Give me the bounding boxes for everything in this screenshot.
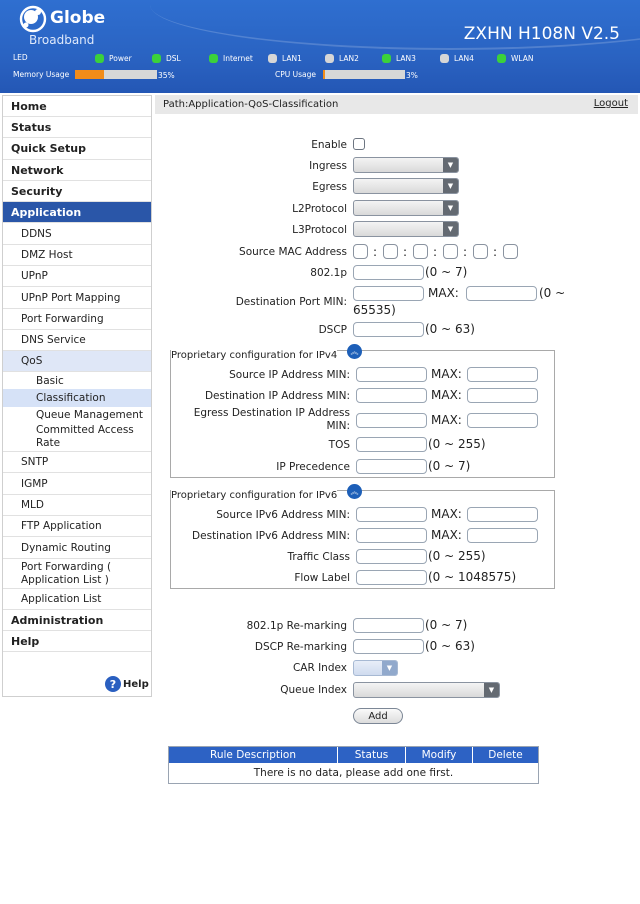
egress-dst-ip-min-input[interactable] [356,413,427,428]
dest-port-range-start: (0 ~ [539,286,566,300]
egress-dst-ip-label: Egress Destination IP Address [193,407,350,419]
led-internet [209,52,253,64]
mac-separator: : [433,245,438,259]
dot1p-remark-range: (0 ~ 7) [425,618,468,632]
brand-name: Globe [50,8,106,28]
cpu-usage-fill [323,70,325,79]
flow-label-range: (0 ~ 1048575) [428,570,517,584]
led-power [95,52,132,64]
cpu-usage-bar [323,70,405,79]
egress-label: Egress [312,181,347,193]
queue-index-select[interactable] [353,682,500,698]
dest-port-min-input[interactable] [353,286,424,301]
dst-ip-max-input[interactable] [467,388,538,403]
ipv4-legend: Proprietary configuration for IPv4 [171,350,338,361]
led-label: LED [13,53,28,62]
led-lan4-indicator [440,54,449,63]
dest-port-max-input[interactable] [466,286,537,301]
led-internet-label: Internet [223,53,253,63]
led-wlan [497,52,534,64]
led-lan2-label: LAN2 [339,53,359,63]
dest-port-max-label: MAX: [428,286,459,300]
car-index-label: CAR Index [292,662,347,674]
sidebar-item-application[interactable]: Application [3,202,151,223]
dot1p-label: 802.1p [310,267,347,279]
column-status: Status [338,747,406,763]
dst-ip-max-label: MAX: [431,388,462,402]
led-lan4-label: LAN4 [454,53,474,63]
led-lan1-label: LAN1 [282,53,302,63]
dst-ip-min-input[interactable] [356,388,427,403]
src-ipv6-max-input[interactable] [467,507,538,522]
sidebar-item-home[interactable]: Home [3,96,151,117]
sidebar-item-port-forwarding[interactable]: Port Forwarding [3,309,151,330]
led-power-label: Power [109,53,132,63]
flow-label-input[interactable] [356,570,427,585]
led-lan1 [268,52,302,64]
help-link-label[interactable]: Help [123,678,149,690]
flow-label-label: Flow Label [294,572,350,584]
sidebar-item-help[interactable]: Help [3,631,151,652]
collapse-up-icon[interactable]: ︽ [347,344,362,359]
source-mac-octet-1[interactable] [353,244,368,259]
memory-usage-percent: 35% [158,71,175,80]
device-model: ZXHN H108N V2.5 [463,24,620,44]
sidebar-menu [2,95,152,697]
add-button[interactable]: Add [353,708,403,724]
led-lan2 [325,52,359,64]
led-wlan-indicator [497,54,506,63]
led-dsl [152,52,181,64]
header-banner [0,0,640,93]
l3protocol-select[interactable] [353,221,459,237]
sidebar-item-dmz-host[interactable]: DMZ Host [3,245,151,266]
led-lan3 [382,52,416,64]
sidebar-item-dynamic-routing[interactable]: Dynamic Routing [3,537,151,559]
tos-label: TOS [328,439,350,451]
column-rule-description: Rule Description [169,747,338,763]
chevron-down-icon: ▼ [484,683,499,697]
brand-subtitle: Broadband [29,33,95,47]
ipv6-legend: Proprietary configuration for IPv6 [171,490,338,501]
led-lan2-indicator [325,54,334,63]
ip-precedence-input[interactable] [356,459,427,474]
src-ipv6-min-label: Source IPv6 Address MIN: [216,509,350,521]
chevron-down-icon: ▼ [382,661,397,675]
sidebar-item-network[interactable]: Network [3,160,151,181]
dst-ipv6-max-input[interactable] [467,528,538,543]
dot1p-range: (0 ~ 7) [425,265,468,279]
traffic-class-range: (0 ~ 255) [428,549,486,563]
led-lan3-label: LAN3 [396,53,416,63]
sidebar-item-queue-management[interactable]: Queue Management [36,409,143,421]
led-wlan-label: WLAN [511,53,534,63]
dot1p-input[interactable] [353,265,424,280]
sidebar-item-qos-basic[interactable]: Basic [36,374,64,387]
tos-range: (0 ~ 255) [428,437,486,451]
led-status-row [0,50,640,66]
sidebar-item-ftp-application[interactable]: FTP Application [3,516,151,537]
help-icon[interactable]: ? [105,676,121,692]
column-delete: Delete [488,749,523,761]
dest-port-min-label: Destination Port MIN: [235,296,347,308]
memory-usage-bar [75,70,157,79]
led-dsl-indicator [152,54,161,63]
src-ipv6-max-label: MAX: [431,507,462,521]
dscp-range: (0 ~ 63) [425,322,475,336]
dst-ipv6-min-label: Destination IPv6 Address MIN: [192,530,350,542]
led-internet-indicator [209,54,218,63]
dst-ipv6-min-input[interactable] [356,528,427,543]
sidebar-item-qos-classification[interactable]: Classification [3,389,151,407]
dscp-input[interactable] [353,322,424,337]
ip-precedence-label: IP Precedence [276,461,350,473]
src-ip-min-label: Source IP Address MIN: [229,369,350,381]
dscp-remark-label: DSCP Re-marking [254,641,347,653]
enable-label: Enable [311,139,347,151]
cpu-usage-percent: 3% [406,71,418,80]
egress-dst-ip-max-label: MAX: [431,413,462,427]
enable-checkbox[interactable] [353,138,365,150]
source-mac-octet-6[interactable] [503,244,518,259]
column-modify: Modify [406,747,473,763]
src-ipv6-min-input[interactable] [356,507,427,522]
led-lan4 [440,52,474,64]
ingress-select[interactable] [353,157,459,173]
traffic-class-label: Traffic Class [287,551,350,563]
led-lan3-indicator [382,54,391,63]
src-ip-max-input[interactable] [467,367,538,382]
sidebar-item-mld[interactable]: MLD [3,495,151,516]
ingress-label: Ingress [309,160,347,172]
sidebar-item-quick-setup[interactable]: Quick Setup [3,138,151,160]
led-dsl-label: DSL [166,53,181,63]
chevron-down-icon: ▼ [443,201,458,215]
sidebar-item-administration[interactable]: Administration [3,610,151,631]
src-ip-max-label: MAX: [431,367,462,381]
sidebar-item-igmp[interactable]: IGMP [3,473,151,495]
dscp-label: DSCP [318,324,347,336]
collapse-up-icon[interactable]: ︽ [347,484,362,499]
source-mac-octet-3[interactable] [413,244,428,259]
sidebar-item-upnp[interactable]: UPnP [3,266,151,287]
traffic-class-input[interactable] [356,549,427,564]
queue-index-label: Queue Index [280,684,347,696]
chevron-down-icon: ▼ [443,179,458,193]
help-link[interactable] [105,676,149,692]
dst-ipv6-max-label: MAX: [431,528,462,542]
sidebar-item-qos[interactable]: QoS [3,351,151,372]
sidebar-item-status[interactable]: Status [3,117,151,138]
sidebar-item-port-forwarding-app-list[interactable]: Port Forwarding ( Application List ) [3,559,151,589]
mac-separator: : [493,245,498,259]
dest-port-range-end: 65535) [353,303,396,317]
l2protocol-select[interactable] [353,200,459,216]
l3protocol-label: L3Protocol [292,224,347,236]
dscp-remark-input[interactable] [353,639,424,654]
memory-usage-fill [75,70,104,79]
rules-table-empty-row: There is no data, please add one first. [253,767,454,779]
sidebar-item-committed-access-rate[interactable]: Committed Access Rate [3,423,151,452]
ip-precedence-range: (0 ~ 7) [428,459,471,473]
chevron-down-icon: ▼ [443,158,458,172]
breadcrumb-path: Path:Application-QoS-Classification [163,99,339,110]
breadcrumb [155,95,638,114]
l2protocol-label: L2Protocol [292,203,347,215]
led-lan1-indicator [268,54,277,63]
cpu-usage-label: CPU Usage [275,70,317,79]
sidebar-item-application-list[interactable]: Application List [3,589,151,610]
sidebar-item-sntp[interactable]: SNTP [3,452,151,473]
egress-select[interactable] [353,178,459,194]
egress-dst-ip-max-input[interactable] [467,413,538,428]
sidebar-item-ddns[interactable]: DDNS [3,223,151,245]
src-ip-min-input[interactable] [356,367,427,382]
source-mac-octet-5[interactable] [473,244,488,259]
sidebar-item-upnp-port-mapping[interactable]: UPnP Port Mapping [3,287,151,309]
sidebar-item-security[interactable]: Security [3,181,151,202]
rules-table-header [169,747,538,763]
memory-usage-label: Memory Usage [13,70,70,79]
tos-input[interactable] [356,437,427,452]
mac-separator: : [403,245,408,259]
mac-separator: : [463,245,468,259]
source-mac-octet-4[interactable] [443,244,458,259]
egress-dst-ip-label-min: MIN: [326,420,350,432]
logout-link[interactable]: Logout [593,98,628,109]
sidebar-item-dns-service[interactable]: DNS Service [3,330,151,351]
chevron-down-icon: ▼ [443,222,458,236]
dst-ip-min-label: Destination IP Address MIN: [204,390,350,402]
source-mac-label: Source MAC Address [239,246,347,258]
car-index-select[interactable] [353,660,398,676]
globe-logo-icon [18,4,48,34]
dscp-remark-range: (0 ~ 63) [425,639,475,653]
rules-table [168,746,539,784]
mac-separator: : [373,245,378,259]
source-mac-octet-2[interactable] [383,244,398,259]
dot1p-remark-label: 802.1p Re-marking [246,620,347,632]
led-power-indicator [95,54,104,63]
dot1p-remark-input[interactable] [353,618,424,633]
